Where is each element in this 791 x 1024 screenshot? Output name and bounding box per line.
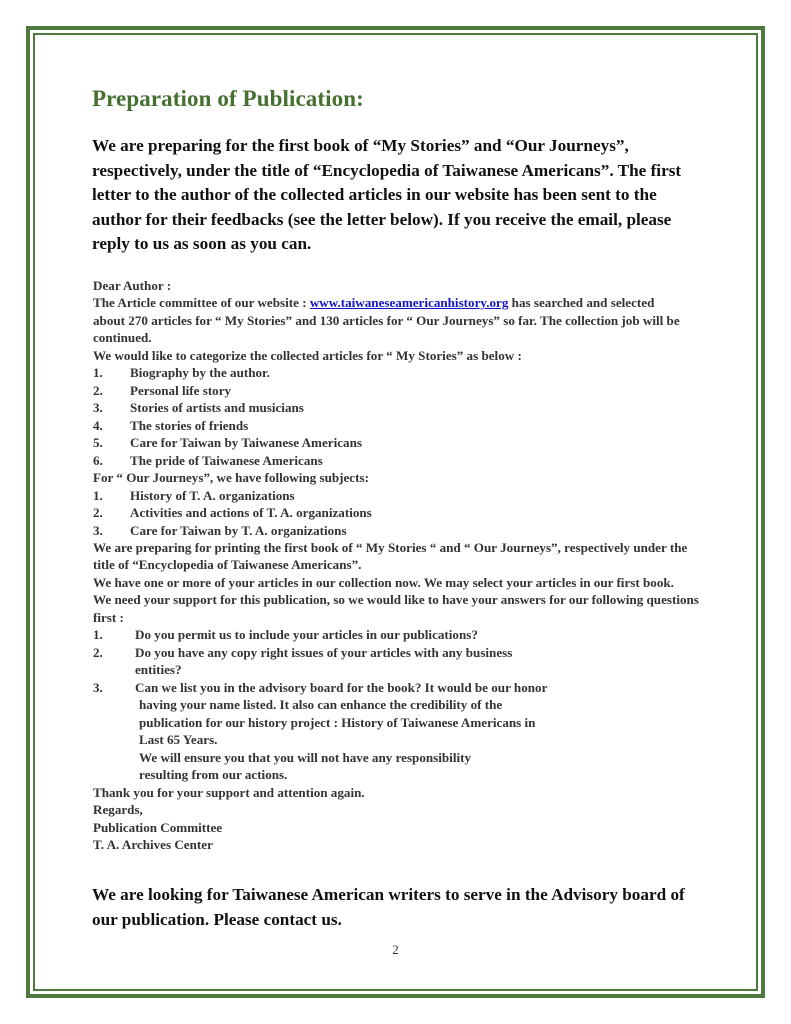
closing-paragraph: We are looking for Taiwanese American writers to serve in the Advisory board of our publication. Please contact us. (92, 885, 685, 929)
intro-paragraph: We are preparing for the first book of “My Stories” and “Our Journeys”, respectively, under the title of “Encyclopedia of Taiwanese Americans”. The first letter to the author of the collected articles in our website has been sent to the author for their feedbacks (see the letter below). If you receive the email, please reply to us as soon as you can. (92, 136, 682, 254)
document-content (92, 86, 702, 949)
list-item-label: Activities and actions of T. A. organizations (130, 505, 372, 521)
page-number: 2 (392, 942, 399, 957)
list-item-label: Biography by the author. (130, 365, 270, 381)
list-item-number: 2. (93, 644, 103, 660)
list-item-label: Care for Taiwan by T. A. organizations (130, 522, 347, 538)
questions-list-continued (93, 679, 702, 696)
list-item-label: History of T. A. organizations (130, 487, 295, 503)
collection-line: We have one or more of your articles in our collection now. We may select your articles in our first book. (93, 574, 674, 590)
list-item-label: Can we list you in the advisory board for the book? It would be our honor (135, 679, 548, 695)
list-item-number: 6. (93, 452, 103, 468)
question-3-continuation-2: publication for our history project : History of Taiwanese Americans in (139, 714, 536, 730)
list-item-label: The pride of Taiwanese Americans (130, 452, 323, 468)
letter-committee-line-2: about 270 articles for “ My Stories” and 130 articles for “ Our Journeys” so far. The collection job will be (93, 312, 680, 328)
letter-body (93, 277, 702, 853)
website-link[interactable]: www.taiwaneseamericanhistory.org (309, 295, 509, 311)
support-line-1: We need your support for this publication, so we would like to have your answers for our following questions (93, 592, 699, 608)
journeys-intro: For “ Our Journeys”, we have following subjects: (93, 470, 369, 486)
letter-committee-line-3: continued. (93, 330, 152, 346)
list-item (93, 452, 702, 469)
question-3-continuation-3: Last 65 Years. (139, 732, 218, 748)
list-item-number: 2. (93, 382, 103, 398)
signature-committee: Publication Committee (93, 819, 223, 835)
list-item (93, 644, 702, 661)
list-item-label: Care for Taiwan by Taiwanese Americans (130, 435, 362, 451)
our-journeys-subject-list (93, 487, 702, 539)
letter-committee-line (93, 294, 702, 311)
question-3-continuation-4: We will ensure you that you will not have any responsibility (139, 749, 471, 765)
list-item-number: 1. (93, 627, 103, 643)
list-item (93, 487, 702, 504)
list-item-label: Do you have any copy right issues of your articles with any business (135, 644, 513, 660)
list-item (93, 382, 702, 399)
letter-salutation: Dear Author : (93, 277, 172, 293)
list-item (93, 417, 702, 434)
regards-line: Regards, (93, 802, 143, 818)
list-item (93, 626, 702, 643)
questions-list (93, 626, 702, 661)
printing-line-1: We are preparing for printing the first book of “ My Stories “ and “ Our Journeys”, respectively under the (93, 540, 688, 555)
my-stories-subject-list (93, 364, 702, 469)
list-item-number: 1. (93, 365, 103, 381)
list-item (93, 364, 702, 381)
list-item (93, 434, 702, 451)
page-title: Preparation of Publication: (92, 86, 364, 111)
question-3-continuation-1: having your name listed. It also can enhance the credibility of the (139, 697, 503, 713)
committee-text-after: has searched and selected (508, 295, 655, 311)
list-item-number: 5. (93, 435, 103, 451)
list-item (93, 399, 702, 416)
categorize-intro: We would like to categorize the collected articles for “ My Stories” as below : (93, 347, 522, 363)
list-item-number: 1. (93, 487, 103, 503)
printing-line-2: title of “Encyclopedia of Taiwanese Americans”. (93, 557, 362, 573)
committee-text-before: The Article committee of our website : (93, 295, 310, 311)
question-2-continuation: entities? (135, 662, 182, 678)
signature-center: T. A. Archives Center (93, 836, 213, 852)
list-item-label: Personal life story (130, 382, 232, 398)
list-item (93, 522, 702, 539)
list-item-label: The stories of friends (130, 417, 249, 433)
list-item-number: 3. (93, 400, 103, 416)
list-item (93, 504, 702, 521)
question-3-continuation-5: resulting from our actions. (139, 767, 288, 783)
thanks-line: Thank you for your support and attention again. (93, 784, 365, 800)
list-item-label: Stories of artists and musicians (130, 400, 304, 416)
list-item-label: Do you permit us to include your articles in our publications? (135, 627, 478, 643)
letter-signoff (93, 784, 702, 854)
list-item-number: 2. (93, 505, 103, 521)
list-item-number: 4. (93, 417, 103, 433)
list-item (93, 679, 702, 696)
list-item-number: 3. (93, 522, 103, 538)
support-line-2: first : (93, 609, 124, 625)
list-item-number: 3. (93, 679, 103, 695)
